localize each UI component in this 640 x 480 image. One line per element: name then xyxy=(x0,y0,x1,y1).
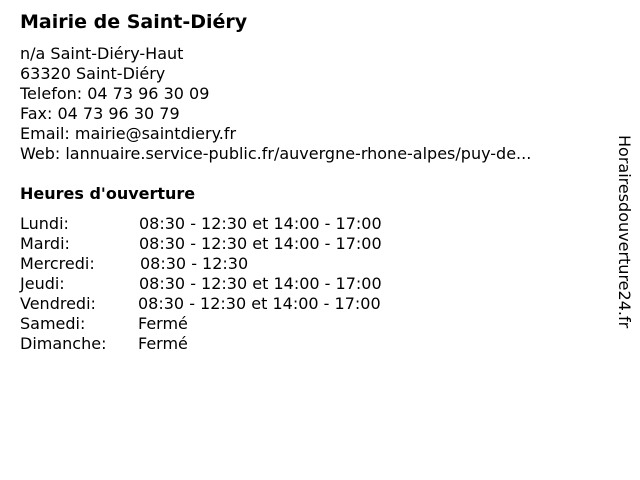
page-title: Mairie de Saint-Diéry xyxy=(20,11,248,33)
time-value: 08:30 - 12:30 et 14:00 - 17:00 xyxy=(138,294,381,313)
day-label: Mardi: xyxy=(20,234,70,253)
email-address: Email: mairie@saintdiery.fr xyxy=(20,124,237,143)
day-label: Samedi: xyxy=(20,314,86,333)
day-label: Jeudi: xyxy=(20,274,65,293)
day-label: Vendredi: xyxy=(20,294,96,313)
time-value: 08:30 - 12:30 et 14:00 - 17:00 xyxy=(139,274,382,293)
website-link: Web: lannuaire.service-public.fr/auvergne-rhone-alpes/puy-de... xyxy=(20,144,532,163)
hours-heading: Heures d'ouverture xyxy=(20,184,196,203)
day-label: Lundi: xyxy=(20,214,69,233)
address-line-1: n/a Saint-Diéry-Haut xyxy=(20,44,184,63)
day-label: Mercredi: xyxy=(20,254,95,273)
address-line-2: 63320 Saint-Diéry xyxy=(20,64,166,83)
time-value: 08:30 - 12:30 et 14:00 - 17:00 xyxy=(139,214,382,233)
site-watermark: Horairesdouverture24.fr xyxy=(615,135,634,329)
time-value: Fermé xyxy=(138,334,188,353)
time-value: 08:30 - 12:30 et 14:00 - 17:00 xyxy=(139,234,382,253)
phone-number: Telefon: 04 73 96 30 09 xyxy=(20,84,210,103)
contact-info xyxy=(20,44,531,164)
time-value: 08:30 - 12:30 xyxy=(140,254,249,273)
fax-number: Fax: 04 73 96 30 79 xyxy=(20,104,180,123)
day-label: Dimanche: xyxy=(20,334,107,353)
time-value: Fermé xyxy=(138,314,188,333)
